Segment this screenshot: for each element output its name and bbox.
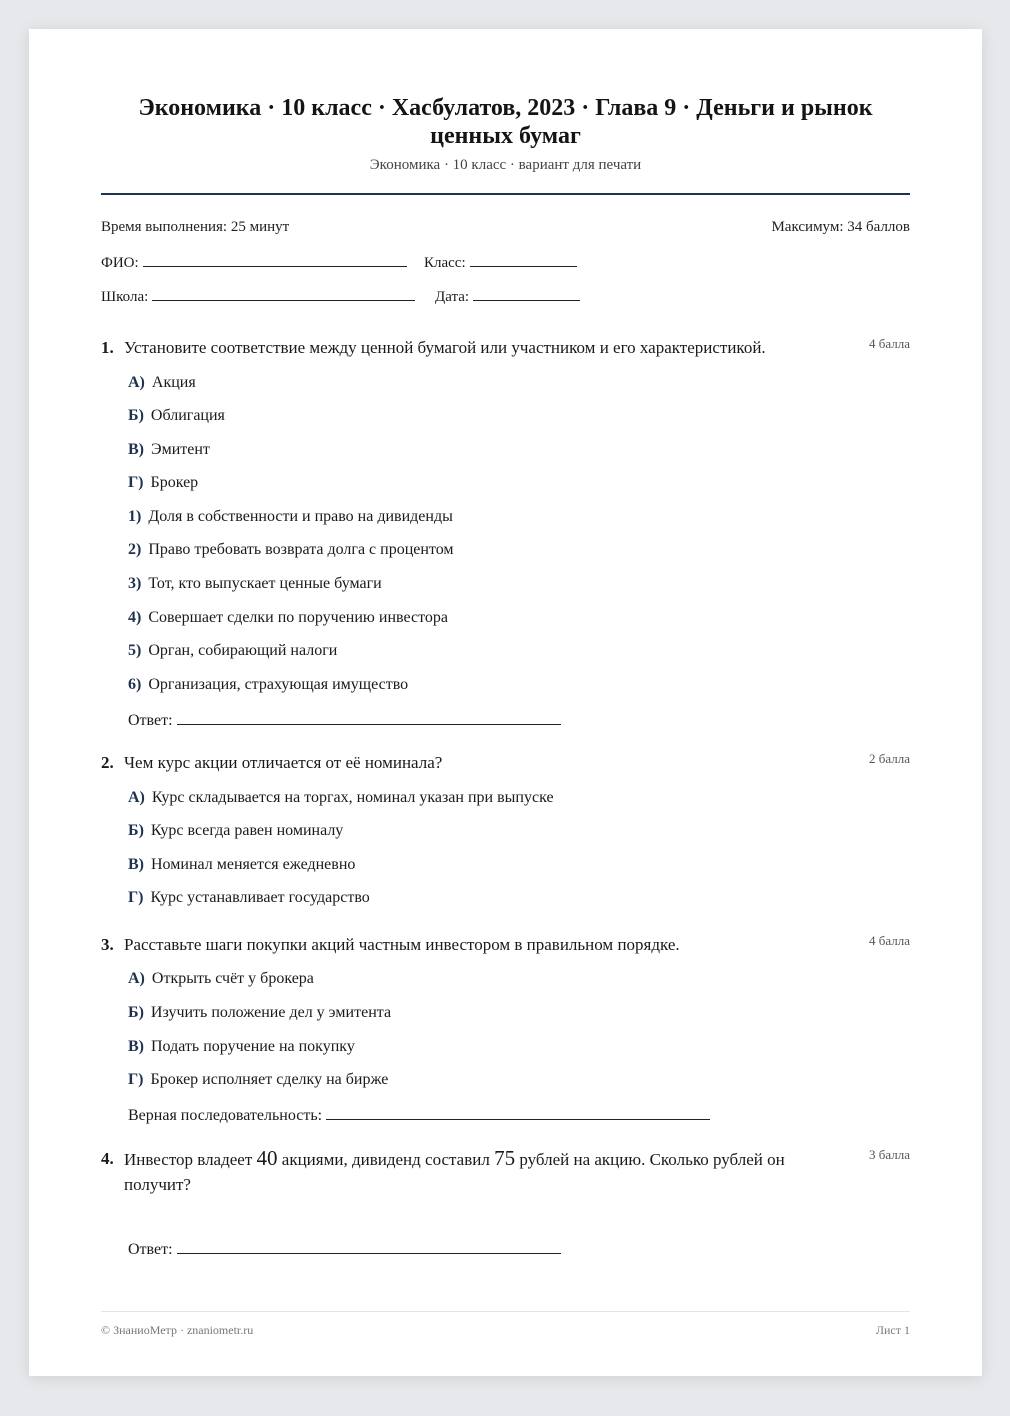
option-item[interactable] bbox=[128, 970, 314, 988]
option-item[interactable] bbox=[128, 789, 554, 807]
option-item[interactable] bbox=[128, 1071, 388, 1089]
option-key: 2) bbox=[128, 541, 142, 558]
option-text: Подать поручение на покупку bbox=[151, 1038, 355, 1055]
option-text: Совершает сделки по поручению инвестора bbox=[148, 609, 448, 626]
option-item[interactable] bbox=[128, 1038, 355, 1056]
answer-label: Верная последовательность: bbox=[128, 1107, 323, 1124]
question-header bbox=[101, 1146, 910, 1197]
date-field[interactable] bbox=[435, 286, 580, 306]
option-text: Номинал меняется ежедневно bbox=[151, 856, 356, 873]
option-item[interactable] bbox=[128, 575, 382, 593]
answer-field[interactable] bbox=[128, 1239, 561, 1259]
option-text: Эмитент bbox=[151, 441, 210, 458]
option-item[interactable] bbox=[128, 508, 453, 526]
option-key: В) bbox=[128, 1038, 144, 1055]
option-text: Тот, кто выпускает ценные бумаги bbox=[148, 575, 382, 592]
question-points: 3 балла bbox=[869, 1147, 910, 1162]
question-2 bbox=[101, 750, 910, 906]
option-key: 6) bbox=[128, 676, 142, 693]
option-text: Открыть счёт у брокера bbox=[151, 970, 314, 987]
question-header bbox=[101, 750, 910, 775]
option-text: Брокер bbox=[150, 474, 199, 491]
fio-blank[interactable] bbox=[143, 252, 407, 267]
question-4 bbox=[101, 1146, 910, 1258]
answer-blank[interactable] bbox=[326, 1105, 710, 1120]
option-key: Г) bbox=[128, 474, 144, 491]
option-key: Г) bbox=[128, 889, 144, 906]
option-item[interactable] bbox=[128, 642, 337, 660]
option-item[interactable] bbox=[128, 609, 448, 627]
school-field[interactable] bbox=[101, 286, 415, 306]
option-item[interactable] bbox=[128, 822, 343, 840]
fio-field[interactable] bbox=[101, 252, 407, 272]
option-key: А) bbox=[128, 970, 145, 987]
option-key: Б) bbox=[128, 822, 144, 839]
time-limit: Время выполнения: 25 минут bbox=[101, 219, 290, 235]
option-text: Доля в собственности и право на дивиденды bbox=[148, 508, 453, 525]
option-key: 5) bbox=[128, 642, 142, 659]
question-number: 1. bbox=[101, 338, 114, 357]
class-field[interactable] bbox=[424, 252, 577, 272]
question-text: Расставьте шаги покупки акций частным инвестором в правильном порядке. bbox=[124, 935, 680, 954]
option-key: Б) bbox=[128, 1004, 144, 1021]
option-item[interactable] bbox=[128, 407, 225, 425]
question-1 bbox=[101, 335, 910, 729]
answer-blank[interactable] bbox=[177, 710, 561, 725]
question-number: 4. bbox=[101, 1149, 114, 1168]
option-text: Акция bbox=[151, 374, 196, 391]
option-text: Облигация bbox=[150, 407, 225, 424]
option-key: 1) bbox=[128, 508, 142, 525]
option-text: Право требовать возврата долга с процентом bbox=[148, 541, 454, 558]
option-key: В) bbox=[128, 856, 144, 873]
option-text: Брокер исполняет сделку на бирже bbox=[150, 1071, 389, 1088]
school-blank[interactable] bbox=[152, 286, 415, 301]
answer-label: Ответ: bbox=[128, 712, 173, 729]
option-item[interactable] bbox=[128, 856, 355, 874]
class-label: Класс: bbox=[424, 255, 466, 271]
option-key: А) bbox=[128, 789, 145, 806]
question-number: 3. bbox=[101, 935, 114, 954]
header-divider bbox=[101, 193, 910, 195]
question-header bbox=[101, 932, 910, 957]
option-text: Орган, собирающий налоги bbox=[148, 642, 338, 659]
date-blank[interactable] bbox=[473, 286, 580, 301]
question-text-part: Инвестор владеет bbox=[124, 1150, 257, 1169]
option-item[interactable] bbox=[128, 541, 454, 559]
question-text-part: рублей на акцию. Сколько рублей он получит? bbox=[124, 1150, 785, 1194]
option-item[interactable] bbox=[128, 889, 370, 907]
school-label: Школа: bbox=[101, 289, 149, 305]
class-blank[interactable] bbox=[470, 252, 577, 267]
option-key: Г) bbox=[128, 1071, 144, 1088]
footer-divider bbox=[101, 1311, 910, 1312]
page-subtitle: Экономика · 10 класс · вариант для печати bbox=[369, 157, 642, 173]
question-text-part: акциями, дивиденд составил bbox=[277, 1150, 495, 1169]
footer-copyright: © ЗнаниоМетр · znaniometr.ru bbox=[101, 1323, 254, 1337]
option-item[interactable] bbox=[128, 676, 408, 694]
option-item[interactable] bbox=[128, 1004, 391, 1022]
question-number: 2. bbox=[101, 753, 114, 772]
question-header bbox=[101, 335, 910, 360]
question-points: 4 балла bbox=[869, 933, 910, 948]
option-item[interactable] bbox=[128, 441, 210, 459]
option-text: Изучить положение дел у эмитента bbox=[150, 1004, 392, 1021]
number-40: 40 bbox=[256, 1146, 278, 1170]
question-3 bbox=[101, 932, 910, 1124]
answer-field[interactable] bbox=[128, 710, 561, 730]
option-key: 4) bbox=[128, 609, 142, 626]
fio-label: ФИО: bbox=[101, 255, 139, 271]
option-text: Организация, страхующая имущество bbox=[148, 676, 409, 693]
worksheet-page bbox=[29, 29, 982, 1376]
option-key: 3) bbox=[128, 575, 142, 592]
option-text: Курс всегда равен номиналу bbox=[150, 822, 344, 839]
number-75: 75 bbox=[494, 1146, 516, 1170]
option-key: А) bbox=[128, 374, 145, 391]
question-text: Чем курс акции отличается от её номинала? bbox=[124, 753, 443, 772]
date-label: Дата: bbox=[435, 289, 470, 305]
answer-blank[interactable] bbox=[177, 1239, 561, 1254]
option-item[interactable] bbox=[128, 374, 196, 392]
option-key: Б) bbox=[128, 407, 144, 424]
question-text: Установите соответствие между ценной бумагой или участником и его характеристикой. bbox=[124, 338, 766, 357]
option-key: В) bbox=[128, 441, 144, 458]
answer-field[interactable] bbox=[128, 1105, 710, 1125]
question-points: 2 балла bbox=[869, 751, 910, 766]
question-points: 4 балла bbox=[869, 336, 910, 351]
page-title: Экономика · 10 класс · Хасбулатов, 2023 · Глава 9 · Деньги и рынок ценных бумаг bbox=[138, 95, 873, 149]
question-text bbox=[124, 1146, 834, 1197]
option-item[interactable] bbox=[128, 474, 198, 492]
max-score: Максимум: 34 баллов bbox=[771, 219, 910, 235]
option-text: Курс устанавливает государство bbox=[150, 889, 370, 906]
answer-label: Ответ: bbox=[128, 1241, 173, 1258]
footer-page-number: Лист 1 bbox=[875, 1323, 910, 1337]
option-text: Курс складывается на торгах, номинал указан при выпуске bbox=[151, 789, 554, 806]
